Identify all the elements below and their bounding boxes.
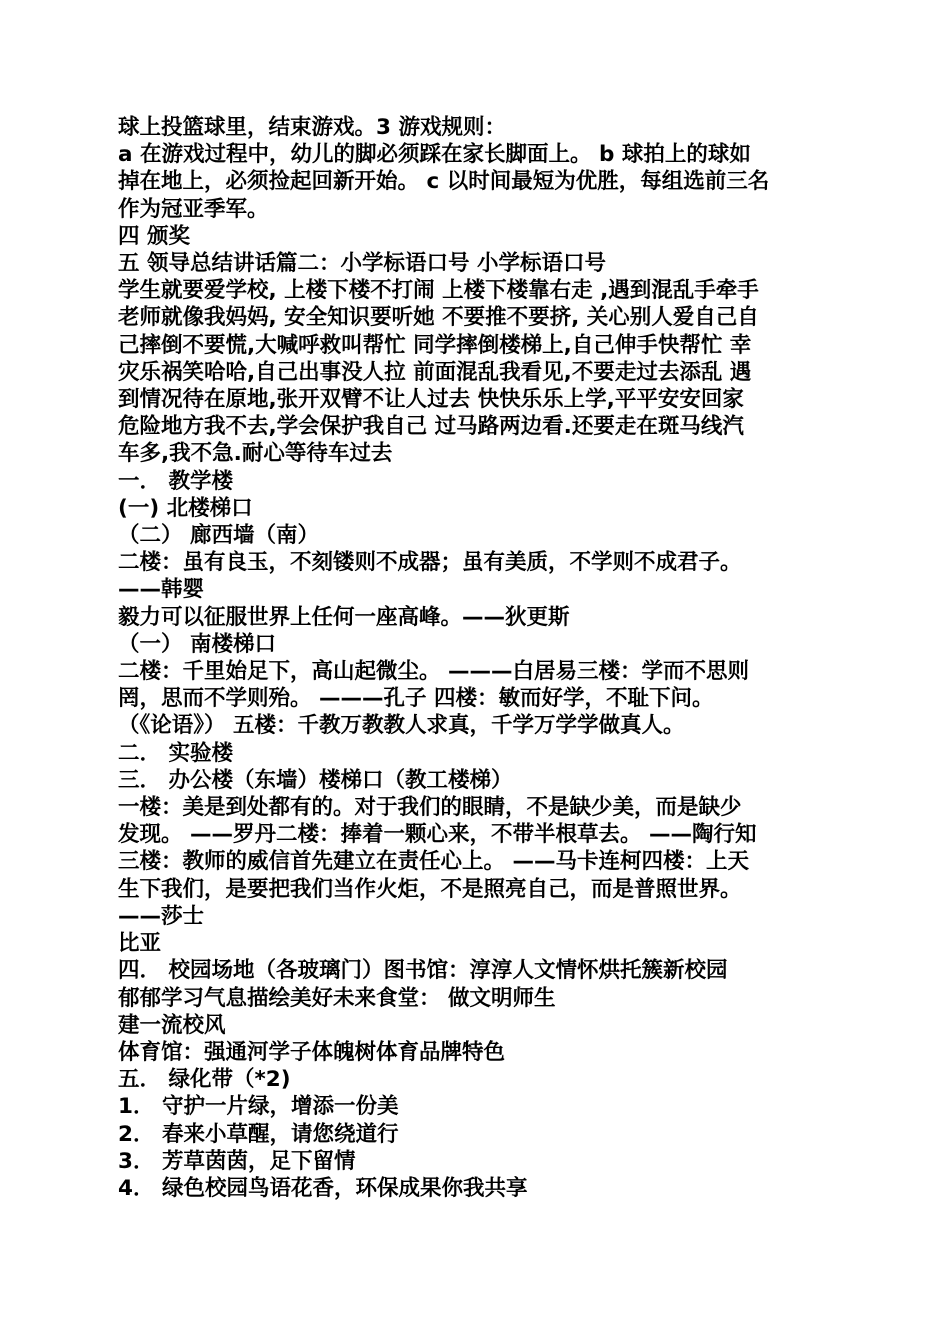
section-heading: 一． 教学楼 (118, 468, 233, 494)
list-item: 3． 芳草茵茵，足下留情 (118, 1148, 356, 1174)
section-heading: 四． 校园场地（各玻璃门）图书馆：淳淳人文情怀烘托簇新校园 (118, 958, 728, 984)
subsection-heading: （二） 廊西墙（南） (118, 523, 319, 549)
text-line: 作为冠亚季军。 (118, 196, 269, 222)
text-line: 建一流校风 (118, 1012, 226, 1038)
list-item: 4． 绿色校园鸟语花香，环保成果你我共享 (118, 1175, 528, 1201)
text-line: 一楼：美是到处都有的。对于我们的眼睛，不是缺少美，而是缺少 (118, 795, 742, 821)
text-line: 三楼：教师的威信首先建立在责任心上。 ——马卡连柯四楼：上天 (118, 849, 749, 875)
text-line: 学生就要爱学校, 上楼下楼不打闹 上楼下楼靠右走 ,遇到混乱手牵手 (118, 278, 759, 304)
text-line: 罔，思而不学则殆。 ———孔子 四楼：敏而好学，不耻下问。 (118, 686, 714, 712)
text-line: 车多,我不急.耐心等待车过去 (118, 441, 393, 467)
section-heading: 三． 办公楼（东墙）楼梯口（教工楼梯） (118, 767, 513, 793)
text-line: 体育馆：强通河学子体魄树体育品牌特色 (118, 1039, 506, 1065)
document-body (118, 114, 838, 1202)
text-line: ——韩婴 (118, 577, 205, 603)
section-heading: 四 颁奖 (118, 223, 190, 249)
text-line: （《论语》） 五楼：千教万教教人求真，千学万学学做真人。 (118, 713, 685, 739)
text-line: 己摔倒不要慌,大喊呼救叫帮忙 同学摔倒楼梯上,自己伸手快帮忙 幸 (118, 332, 752, 358)
text-line: 毅力可以征服世界上任何一座高峰。——狄更斯 (118, 604, 570, 630)
text-line: 老师就像我妈妈, 安全知识要听她 不要推不要挤, 关心别人爱自己自 (118, 305, 759, 331)
section-heading: 五 领导总结讲话篇二：小学标语口号 小学标语口号 (118, 251, 606, 277)
text-line: a 在游戏过程中，幼儿的脚必须踩在家长脚面上。 b 球拍上的球如 (118, 142, 751, 168)
text-line: 危险地方我不去,学会保护我自己 过马路两边看.还要走在斑马线汽 (118, 414, 744, 440)
text-line: 生下我们，是要把我们当作火炬，不是照亮自己，而是普照世界。 (118, 876, 742, 902)
text-line: 郁郁学习气息描绘美好未来食堂： 做文明师生 (118, 985, 556, 1011)
section-heading: 五． 绿化带（*2) (118, 1067, 291, 1093)
text-line: 到情况待在原地,张开双臂不让人过去 快快乐乐上学,平平安安回家 (118, 387, 744, 413)
list-item: 1． 守护一片绿，增添一份美 (118, 1094, 399, 1120)
subsection-heading: （一） 南楼梯口 (118, 631, 276, 657)
text-line: 二楼：虽有良玉，不刻镂则不成器；虽有美质，不学则不成君子。 (118, 550, 742, 576)
list-item: 2． 春来小草醒，请您绕道行 (118, 1121, 399, 1147)
text-line: 发现。 ——罗丹二楼：捧着一颗心来，不带半根草去。 ——陶行知 (118, 822, 757, 848)
subsection-heading: (一) 北楼梯口 (118, 495, 253, 521)
text-line: 比亚 (118, 931, 162, 957)
text-line: 球上投篮球里，结束游戏。3 游戏规则： (118, 115, 506, 140)
text-line: 二楼：千里始足下，高山起微尘。 ———白居易三楼：学而不思则 (118, 659, 749, 685)
text-line: 掉在地上，必须捡起回新开始。 c 以时间最短为优胜，每组选前三名 (118, 169, 770, 195)
section-heading: 二． 实验楼 (118, 740, 233, 766)
text-line: ——莎士 (118, 903, 205, 929)
text-line: 灾乐祸笑哈哈,自己出事没人拉 前面混乱我看见,不要走过去添乱 遇 (118, 359, 752, 385)
